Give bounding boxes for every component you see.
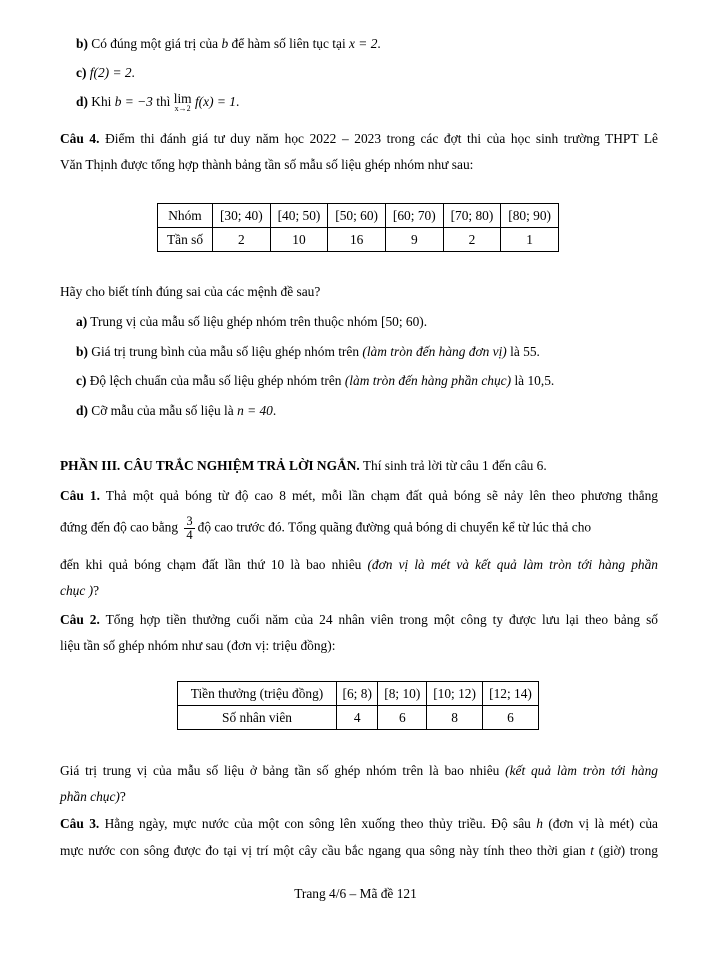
- table-cell: 2: [443, 228, 501, 252]
- cau2-line2: liệu tần số ghép nhóm như sau (đơn vị: triệu đồng):: [60, 638, 336, 653]
- table-cell: 1: [501, 228, 559, 252]
- prev-item-d: d) Khi b = −3 thì lim x→2 f(x) = 1.: [76, 91, 240, 113]
- table-cell: [10; 12): [427, 682, 483, 706]
- part3-heading: PHẦN III. CÂU TRẮC NGHIỆM TRẢ LỜI NGẮN. Thí sinh trả lời từ câu 1 đến câu 6.: [60, 458, 547, 473]
- table-cell: [12; 14): [483, 682, 539, 706]
- table-cell: [8; 10): [378, 682, 427, 706]
- table-cell: 6: [378, 706, 427, 730]
- cau4-item-c: c) Độ lệch chuẩn của mẫu số liệu ghép nhóm trên (làm tròn đến hàng phần chục) là 10,5.: [76, 373, 555, 388]
- limit-expression: lim x→2: [173, 91, 192, 113]
- prev-item-c: c) f(2) = 2.: [76, 65, 135, 80]
- cau2-question-line1: Giá trị trung vị của mẫu số liệu ở bảng tần số ghép nhóm trên là bao nhiêu (kết quả làm tròn tới hàng: [60, 763, 658, 778]
- prev-item-b: b) Có đúng một giá trị của b để hàm số liên tục tại x = 2.: [76, 36, 381, 51]
- bonus-table-cau2: [177, 681, 539, 730]
- table-cell: [40; 50): [270, 204, 328, 228]
- cau4-item-d: d) Cỡ mẫu của mẫu số liệu là n = 40.: [76, 403, 277, 418]
- cau4-item-a: a) Trung vị của mẫu số liệu ghép nhóm trên thuộc nhóm [50; 60).: [76, 314, 428, 329]
- cau1-line3: đến khi quả bóng chạm đất lần thứ 10 là bao nhiêu (đơn vị là mét và kết quả làm tròn tới hàng phần: [60, 557, 658, 572]
- cau4-line1: Câu 4. Điểm thi đánh giá tư duy năm học 2022 – 2023 trong các đợt thi của học sinh trường THPT Lê: [60, 131, 658, 146]
- table-cell: [60; 70): [385, 204, 443, 228]
- table-header-label: Nhóm: [158, 204, 213, 228]
- cau2-line1: Câu 2. Tổng hợp tiền thưởng cuối năm của 24 nhân viên trong một công ty được lưu lại theo bảng số: [60, 612, 658, 627]
- table-cell: 16: [328, 228, 386, 252]
- page-footer: Trang 4/6 – Mã đề 121: [294, 886, 417, 901]
- cau1-line4: chục )?: [60, 583, 100, 598]
- table-cell: 2: [213, 228, 271, 252]
- table-cell: 9: [385, 228, 443, 252]
- table-cell: [70; 80): [443, 204, 501, 228]
- cau4-prompt: Hãy cho biết tính đúng sai của các mệnh đề sau?: [60, 284, 321, 299]
- table-cell: [50; 60): [328, 204, 386, 228]
- table-cell: [80; 90): [501, 204, 559, 228]
- cau1-line2: đứng đến độ cao bằng $\frac{3}{4}$ độ cao trước đó. Tổng quãng đường quả bóng di chuyển kể từ lúc thả cho: [60, 514, 592, 542]
- fraction: $\frac{3}{4}$: [186, 514, 193, 542]
- table-cell: 8: [427, 706, 483, 730]
- cau2-question-line2: phần chục)?: [60, 789, 126, 804]
- table-row-label: Tần số: [158, 228, 213, 252]
- table-row-label: Số nhân viên: [178, 706, 337, 730]
- table-cell: 6: [483, 706, 539, 730]
- table-header-label: Tiền thưởng (triệu đồng): [178, 682, 337, 706]
- frequency-table-cau4: [157, 203, 559, 252]
- cau1-line1: Câu 1. Thả một quả bóng từ độ cao 8 mét, mỗi lần chạm đất quả bóng sẽ nảy lên theo phương thẳng: [60, 488, 658, 503]
- table-cell: 4: [337, 706, 378, 730]
- table-cell: 10: [270, 228, 328, 252]
- cau3-line2: mực nước con sông được đo tại vị trí một cây cầu bắc ngang qua sông này tính theo thời gian t (giờ) trong: [60, 843, 658, 858]
- cau4-line2: Văn Thịnh được tổng hợp thành bảng tần số mẫu số liệu ghép nhóm như sau:: [60, 157, 474, 172]
- table-cell: [6; 8): [337, 682, 378, 706]
- cau3-line1: Câu 3. Hằng ngày, mực nước của một con sông lên xuống theo thủy triều. Độ sâu h (đơn vị là mét) của: [60, 816, 658, 831]
- table-cell: [30; 40): [213, 204, 271, 228]
- cau4-item-b: b) Giá trị trung bình của mẫu số liệu ghép nhóm trên (làm tròn đến hàng đơn vị) là 55.: [76, 344, 540, 359]
